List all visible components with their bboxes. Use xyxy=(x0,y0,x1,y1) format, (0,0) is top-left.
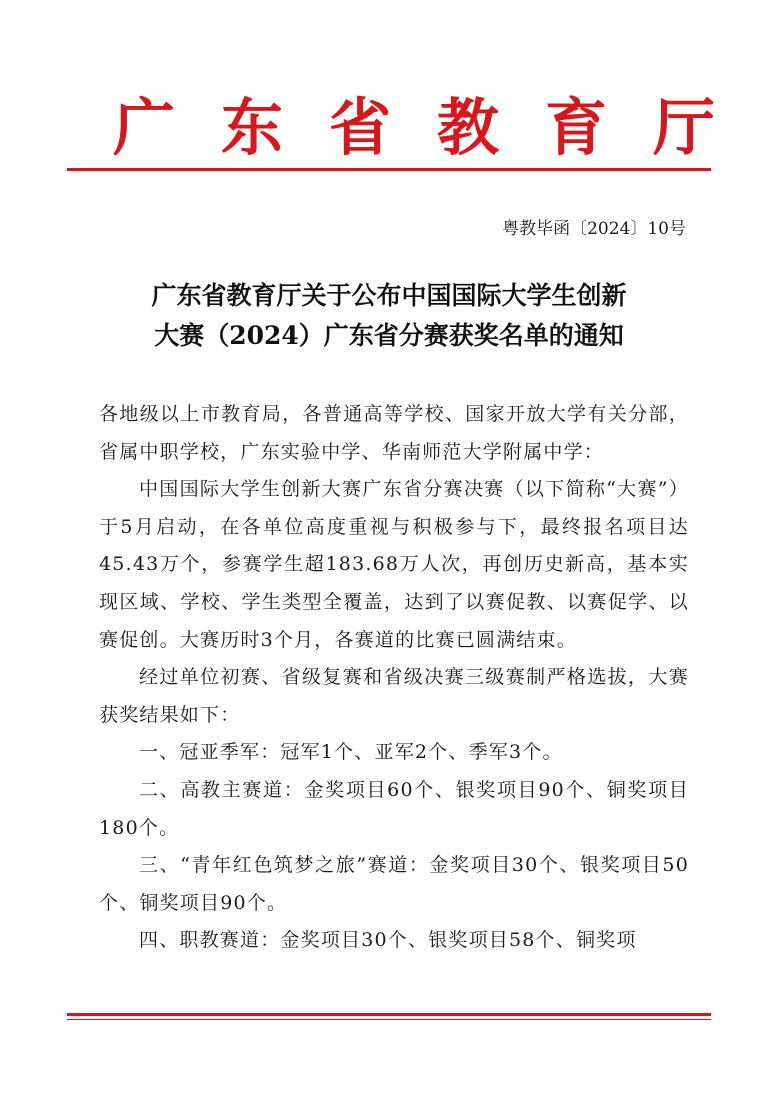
document-title xyxy=(67,276,711,356)
salutation: 各地级以上市教育局，各普通高等学校、国家开放大学有关分部，省属中职学校，广东实验中学、华南师范大学附属中学： xyxy=(99,403,689,463)
document-number: 粤教毕函〔2024〕10号 xyxy=(502,219,686,239)
result-item-vocational: 四、职教赛道：金奖项目30个、银奖项目58个、铜奖项 xyxy=(139,929,637,952)
footer-divider-thick xyxy=(67,1013,711,1016)
document-body xyxy=(99,396,689,960)
title-line-2: 大赛（2024）广东省分赛获奖名单的通知 xyxy=(154,321,624,350)
letterhead-title: 广东省教育厅 xyxy=(113,91,762,164)
result-item-higher-ed: 二、高教主赛道：金奖项目60个、银奖项目90个、铜奖项目180个。 xyxy=(99,778,689,839)
letterhead-divider xyxy=(67,168,711,171)
paragraph-intro: 中国国际大学生创新大赛广东省分赛决赛（以下简称“大赛”）于5月启动，在各单位高度重视与积极参与下，最终报名项目达45.43万个，参赛学生超183.68万人次，再创历史新高，基本实现区域、学校、学生类型全覆盖，达到了以赛促教、以赛促学、以赛促创。大赛历时3个月，各赛道的比赛已圆满结束。 xyxy=(99,478,689,651)
result-item-champions: 一、冠亚季军：冠军1个、亚军2个、季军3个。 xyxy=(139,741,563,764)
paragraph-results: 经过单位初赛、省级复赛和省级决赛三级赛制严格选拔，大赛获奖结果如下： xyxy=(99,666,689,726)
result-item-red-dream: 三、“青年红色筑梦之旅”赛道：金奖项目30个、银奖项目50个、铜奖项目90个。 xyxy=(99,854,689,914)
footer-divider-thin xyxy=(67,1019,711,1020)
title-line-1: 广东省教育厅关于公布中国国际大学生创新 xyxy=(151,281,627,310)
